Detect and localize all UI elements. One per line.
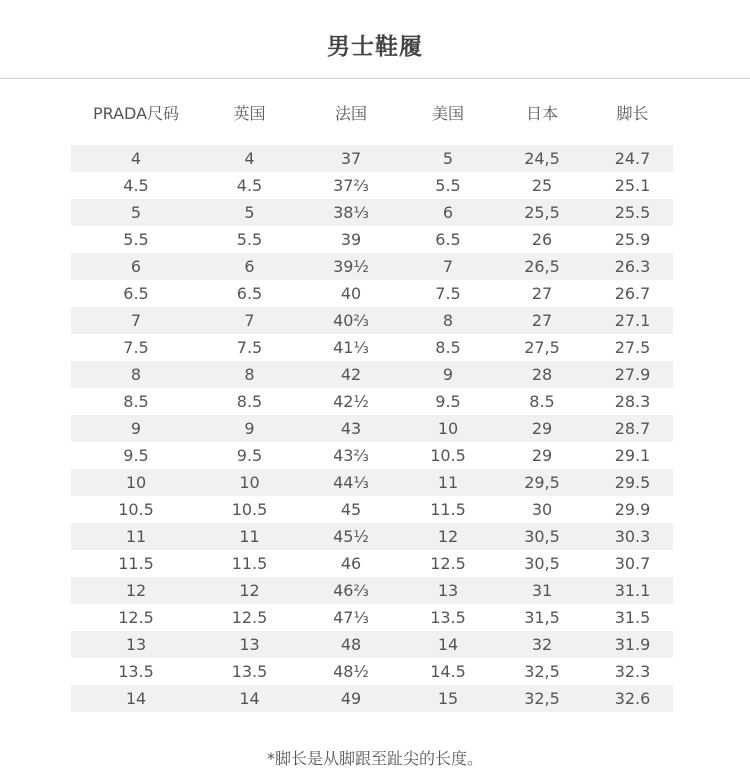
cell-uk: 10 [239, 473, 260, 492]
cell-uk: 12 [239, 581, 260, 600]
cell-prada-size: 10 [125, 473, 147, 492]
cell-uk: 11 [239, 527, 260, 546]
cell-prada-size: 10.5 [118, 500, 154, 519]
cell-prada-size: 12.5 [118, 608, 154, 627]
cell-fr: 43⅔ [333, 446, 369, 465]
cell-us: 9 [442, 365, 454, 384]
header-jp: 日本 [525, 103, 558, 123]
cell-prada-size: 8.5 [123, 392, 149, 411]
table-row [71, 307, 673, 334]
table-row [71, 415, 673, 442]
cell-fr: 40⅔ [333, 311, 369, 330]
cell-jp: 30,5 [524, 527, 560, 546]
cell-jp: 27 [531, 311, 553, 330]
cell-fr: 42 [340, 365, 362, 384]
cell-fr: 42½ [333, 392, 369, 411]
cell-fr: 41⅓ [333, 338, 369, 357]
cell-foot-length: 32.6 [614, 689, 651, 708]
cell-prada-size: 4.5 [123, 176, 149, 195]
cell-jp: 8.5 [529, 392, 555, 411]
cell-fr: 37 [340, 149, 362, 168]
cell-foot-length: 31.1 [614, 581, 651, 600]
cell-prada-size: 6.5 [123, 284, 149, 303]
table-row [71, 604, 673, 631]
table-row [71, 199, 673, 226]
cell-prada-size: 14 [125, 689, 147, 708]
cell-us: 14 [437, 635, 459, 654]
table-row [71, 685, 673, 712]
cell-foot-length: 28.7 [614, 419, 651, 438]
cell-prada-size: 8 [130, 365, 142, 384]
cell-fr: 40 [340, 284, 362, 303]
cell-uk: 5.5 [236, 230, 263, 249]
cell-prada-size: 4 [130, 149, 142, 168]
cell-jp: 32 [531, 635, 553, 654]
cell-foot-length: 29.5 [614, 473, 651, 492]
cell-jp: 30,5 [524, 554, 560, 573]
cell-prada-size: 5.5 [123, 230, 149, 249]
cell-foot-length: 30.7 [614, 554, 651, 573]
table-row [71, 442, 673, 469]
cell-uk: 11.5 [231, 554, 268, 573]
header-us: 美国 [431, 103, 464, 123]
cell-uk: 7 [244, 311, 255, 330]
cell-jp: 25 [531, 176, 553, 195]
cell-us: 11.5 [430, 500, 466, 519]
cell-prada-size: 5 [130, 203, 142, 222]
table-row [71, 334, 673, 361]
header-foot-length: 脚长 [616, 103, 649, 123]
cell-us: 8.5 [435, 338, 461, 357]
cell-uk: 4 [244, 149, 255, 168]
cell-uk: 9.5 [236, 446, 263, 465]
cell-fr: 45 [340, 500, 362, 519]
table-row [71, 145, 673, 172]
table-row [71, 631, 673, 658]
cell-jp: 26,5 [524, 257, 560, 276]
cell-us: 9.5 [435, 392, 461, 411]
table-row [71, 280, 673, 307]
cell-jp: 26 [531, 230, 553, 249]
cell-foot-length: 29.1 [614, 446, 651, 465]
cell-prada-size: 13 [125, 635, 147, 654]
title-divider [0, 78, 750, 79]
cell-jp: 31,5 [524, 608, 560, 627]
cell-us: 6.5 [435, 230, 461, 249]
cell-prada-size: 12 [125, 581, 147, 600]
cell-uk: 13.5 [231, 662, 268, 681]
table-row [71, 172, 673, 199]
table-row [71, 550, 673, 577]
table-row [71, 361, 673, 388]
cell-foot-length: 31.9 [614, 635, 651, 654]
table-header-row [71, 97, 673, 127]
cell-us: 7.5 [435, 284, 461, 303]
cell-jp: 31 [531, 581, 553, 600]
cell-prada-size: 13.5 [118, 662, 154, 681]
cell-uk: 8 [244, 365, 255, 384]
table-row [71, 577, 673, 604]
cell-uk: 4.5 [236, 176, 263, 195]
cell-fr: 39½ [333, 257, 369, 276]
table-row [71, 253, 673, 280]
cell-foot-length: 32.3 [614, 662, 651, 681]
table-row [71, 496, 673, 523]
cell-prada-size: 6 [130, 257, 142, 276]
cell-us: 11 [437, 473, 459, 492]
table-row [71, 388, 673, 415]
cell-us: 13.5 [430, 608, 466, 627]
header-uk: 英国 [233, 103, 266, 123]
cell-fr: 45½ [333, 527, 369, 546]
cell-us: 13 [437, 581, 459, 600]
cell-us: 7 [442, 257, 454, 276]
cell-jp: 32,5 [524, 689, 560, 708]
cell-foot-length: 25.9 [614, 230, 651, 249]
cell-us: 10.5 [430, 446, 466, 465]
cell-foot-length: 26.3 [614, 257, 651, 276]
cell-uk: 9 [244, 419, 255, 438]
cell-foot-length: 27.9 [614, 365, 651, 384]
cell-fr: 37⅔ [333, 176, 369, 195]
cell-jp: 27,5 [524, 338, 560, 357]
cell-us: 10 [437, 419, 459, 438]
footnote: *脚长是从脚跟至趾尖的长度。 [266, 749, 483, 768]
table-body [71, 145, 673, 712]
cell-us: 8 [442, 311, 454, 330]
cell-foot-length: 24.7 [614, 149, 651, 168]
cell-uk: 5 [244, 203, 255, 222]
cell-fr: 48 [340, 635, 362, 654]
cell-fr: 46⅔ [333, 581, 369, 600]
cell-fr: 48½ [333, 662, 369, 681]
cell-foot-length: 27.1 [614, 311, 651, 330]
cell-prada-size: 11.5 [118, 554, 154, 573]
cell-us: 12.5 [430, 554, 466, 573]
cell-jp: 29 [531, 446, 553, 465]
table-row [71, 226, 673, 253]
cell-uk: 10.5 [231, 500, 268, 519]
size-table [71, 97, 673, 712]
cell-us: 5.5 [435, 176, 461, 195]
cell-uk: 14 [239, 689, 260, 708]
cell-us: 6 [442, 203, 454, 222]
cell-fr: 46 [340, 554, 362, 573]
cell-fr: 38⅓ [333, 203, 369, 222]
table-row [71, 658, 673, 685]
cell-foot-length: 27.5 [614, 338, 651, 357]
cell-jp: 24,5 [524, 149, 560, 168]
cell-fr: 47⅓ [333, 608, 369, 627]
page-title: 男士鞋履 [327, 34, 423, 60]
cell-uk: 7.5 [236, 338, 263, 357]
cell-fr: 44⅓ [333, 473, 369, 492]
cell-foot-length: 29.9 [614, 500, 651, 519]
cell-us: 12 [437, 527, 459, 546]
cell-fr: 49 [340, 689, 362, 708]
cell-uk: 6.5 [236, 284, 263, 303]
cell-us: 15 [437, 689, 459, 708]
cell-prada-size: 11 [125, 527, 147, 546]
cell-foot-length: 25.1 [614, 176, 651, 195]
cell-prada-size: 9 [130, 419, 142, 438]
cell-uk: 6 [244, 257, 255, 276]
cell-jp: 30 [531, 500, 553, 519]
cell-us: 14.5 [430, 662, 466, 681]
cell-jp: 25,5 [524, 203, 560, 222]
cell-fr: 43 [340, 419, 362, 438]
cell-uk: 13 [239, 635, 260, 654]
cell-prada-size: 7.5 [123, 338, 149, 357]
cell-fr: 39 [340, 230, 362, 249]
cell-foot-length: 28.3 [614, 392, 651, 411]
cell-foot-length: 26.7 [614, 284, 651, 303]
table-row [71, 523, 673, 550]
cell-jp: 29,5 [524, 473, 560, 492]
cell-prada-size: 7 [130, 311, 142, 330]
cell-prada-size: 9.5 [123, 446, 149, 465]
cell-foot-length: 25.5 [614, 203, 651, 222]
cell-uk: 12.5 [231, 608, 268, 627]
cell-jp: 27 [531, 284, 553, 303]
header-prada-size: PRADA尺码 [92, 103, 180, 123]
table-row [71, 469, 673, 496]
cell-jp: 28 [531, 365, 553, 384]
cell-foot-length: 31.5 [614, 608, 651, 627]
cell-us: 5 [442, 149, 454, 168]
cell-uk: 8.5 [236, 392, 263, 411]
cell-jp: 29 [531, 419, 553, 438]
cell-jp: 32,5 [524, 662, 560, 681]
cell-foot-length: 30.3 [614, 527, 651, 546]
header-fr: 法国 [334, 103, 367, 123]
